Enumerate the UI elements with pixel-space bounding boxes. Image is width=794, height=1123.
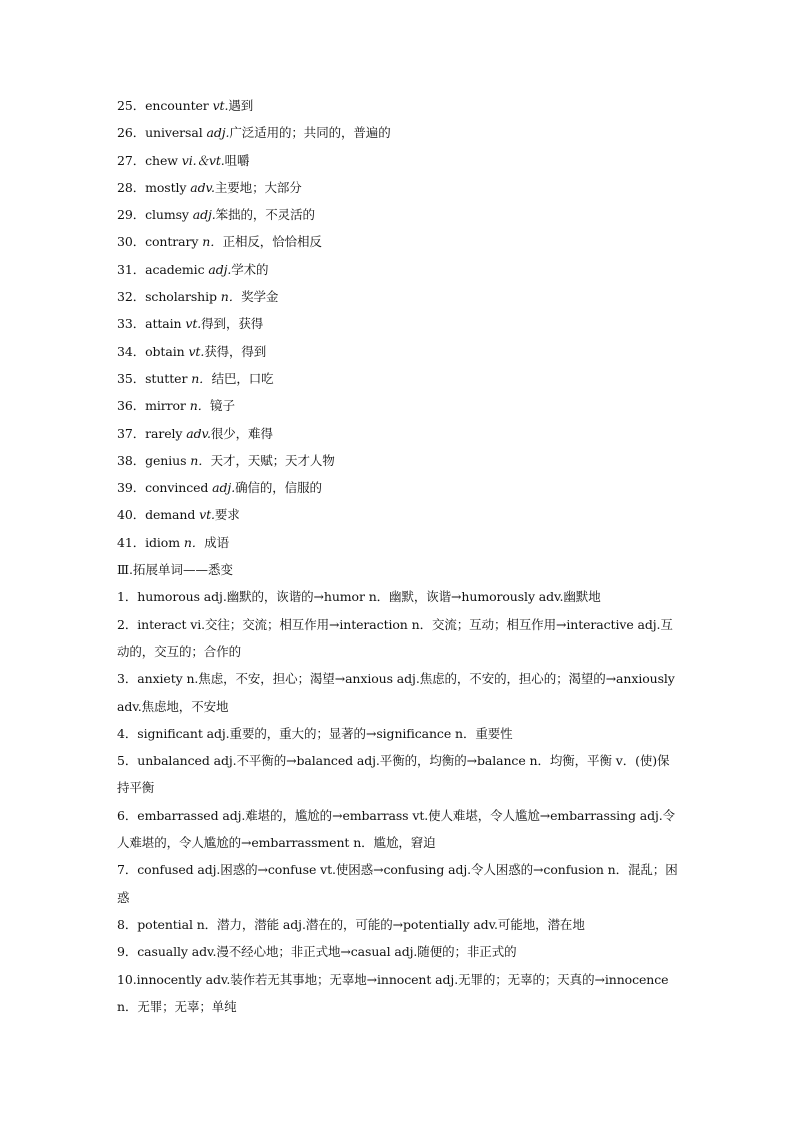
vocab-item: 34．obtain vt.获得，得到 bbox=[117, 343, 267, 359]
derivation-item: 9．casually adv.漫不经心地；非正式地→casual adj.随便的；非正式的 bbox=[117, 944, 517, 960]
document-page bbox=[117, 92, 679, 1020]
vocab-item: 30．contrary n．正相反，恰恰相反 bbox=[117, 234, 322, 250]
section-heading: Ⅲ.拓展单词——悉变 bbox=[117, 562, 234, 578]
vocab-item: 32．scholarship n．奖学金 bbox=[117, 289, 279, 305]
vocab-item: 36．mirror n．镜子 bbox=[117, 398, 235, 414]
derivation-item: 4．significant adj.重要的，重大的；显著的→significance n．重要性 bbox=[117, 725, 513, 741]
vocab-item: 38．genius n．天才，天赋；天才人物 bbox=[117, 452, 335, 468]
derivation-item: 10.innocently adv.装作若无其事地；无辜地→innocent adj.无罪的；无辜的；天真的→innocence n．无罪；无辜；单纯 bbox=[117, 971, 669, 1014]
derivation-item: 2．interact vi.交往；交流；相互作用→interaction n．交流；互动；相互作用→interactive adj.互动的，交互的；合作的 bbox=[117, 616, 673, 659]
vocab-item: 39．convinced adj.确信的，信服的 bbox=[117, 480, 322, 496]
derivation-item: 7．confused adj.困惑的→confuse vt.使困惑→confusing adj.令人困惑的→confusion n．混乱；困惑 bbox=[117, 862, 678, 905]
vocab-item: 35．stutter n．结巴，口吃 bbox=[117, 370, 274, 386]
derivation-item: 6．embarrassed adj.难堪的，尴尬的→embarrass vt.使人难堪，令人尴尬→embarrassing adj.令人难堪的，令人尴尬的→embarrassment n．尴尬，窘迫 bbox=[117, 807, 676, 851]
derivation-item: 8．potential n．潜力，潜能 adj.潜在的，可能的→potentially adv.可能地，潜在地 bbox=[117, 916, 585, 932]
vocab-list bbox=[117, 92, 679, 556]
vocab-item: 40．demand vt.要求 bbox=[117, 507, 240, 523]
vocab-item: 26．universal adj.广泛适用的；共同的，普遍的 bbox=[117, 125, 391, 141]
derivation-item: 1．humorous adj.幽默的，诙谐的→humor n．幽默，诙谐→humorously adv.幽默地 bbox=[117, 589, 601, 605]
derivation-list bbox=[117, 583, 679, 1020]
vocab-item: 33．attain vt.得到，获得 bbox=[117, 316, 264, 332]
vocab-item: 37．rarely adv.很少，难得 bbox=[117, 425, 273, 441]
vocab-item: 31．academic adj.学术的 bbox=[117, 261, 269, 277]
derivation-item: 5．unbalanced adj.不平衡的→balanced adj.平衡的，均衡的→balance n．均衡，平衡 v．(使)保持平衡 bbox=[117, 753, 670, 796]
vocab-item: 28．mostly adv.主要地；大部分 bbox=[117, 179, 302, 195]
vocab-item: 27．chew vi.＆vt.咀嚼 bbox=[117, 152, 250, 168]
vocab-item: 29．clumsy adj.笨拙的，不灵活的 bbox=[117, 207, 315, 223]
vocab-item: 25．encounter vt.遇到 bbox=[117, 98, 254, 113]
vocab-item: 41．idiom n．成语 bbox=[117, 534, 230, 550]
derivation-item: 3．anxiety n.焦虑，不安，担心；渴望→anxious adj.焦虑的，不安的，担心的；渴望的→anxiously adv.焦虑地，不安地 bbox=[117, 671, 675, 714]
